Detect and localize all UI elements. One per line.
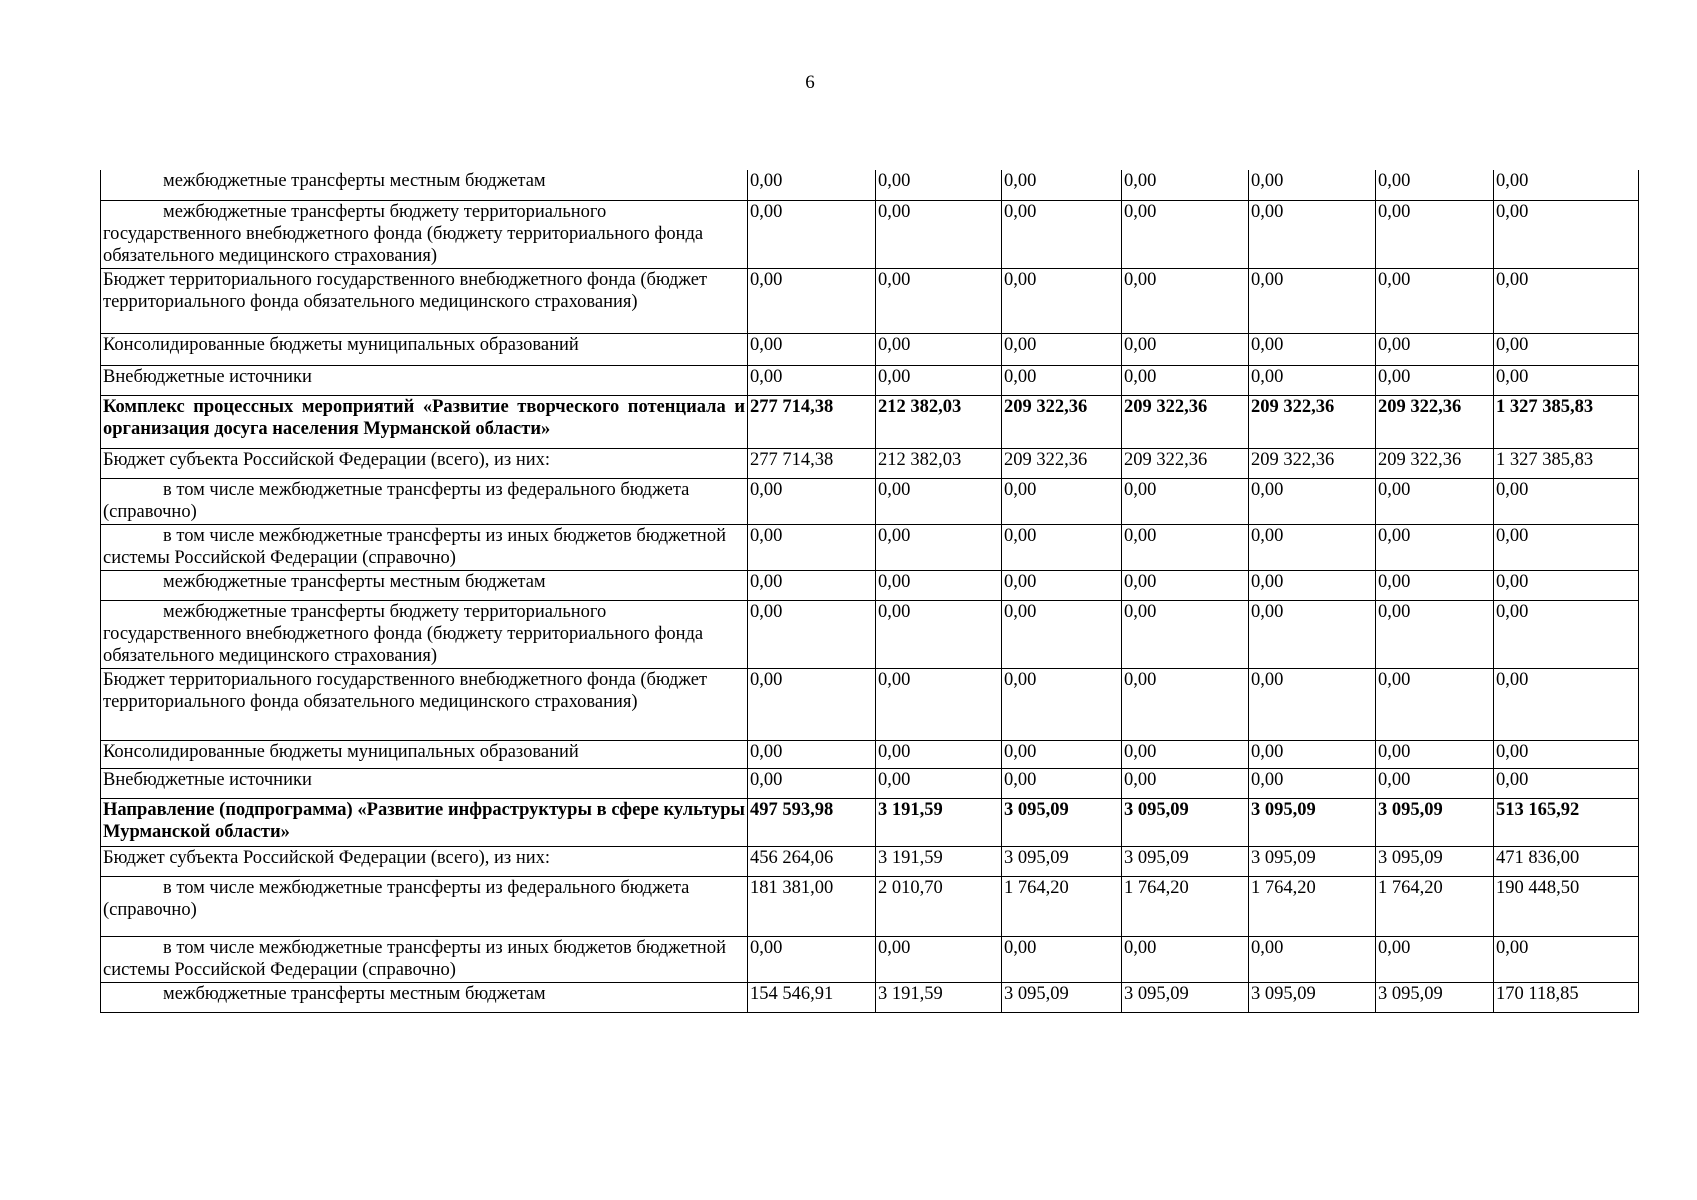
year-value-cell: 0,00 <box>1002 668 1122 740</box>
page-number: 6 <box>805 72 815 93</box>
year-value-cell: 0,00 <box>876 936 1002 982</box>
year-value-cell: 3 095,09 <box>1002 846 1122 876</box>
year-value-cell: 0,00 <box>1249 365 1376 395</box>
year-value-cell: 0,00 <box>876 478 1002 524</box>
year-value-cell: 0,00 <box>1249 170 1376 200</box>
year-value-cell: 3 095,09 <box>1376 798 1494 846</box>
year-value-cell: 0,00 <box>1249 268 1376 333</box>
year-value-cell: 0,00 <box>1249 570 1376 600</box>
year-value-cell: 209 322,36 <box>1376 395 1494 448</box>
year-value-cell: 0,00 <box>1122 478 1249 524</box>
year-value-cell: 3 095,09 <box>1376 982 1494 1012</box>
year-value-cell: 0,00 <box>748 268 876 333</box>
year-value-cell: 0,00 <box>1249 200 1376 268</box>
year-value-cell: 0,00 <box>748 478 876 524</box>
total-value-cell: 0,00 <box>1494 268 1639 333</box>
table-row <box>101 170 1639 200</box>
row-label: Внебюджетные источники <box>101 365 748 395</box>
table-row <box>101 268 1639 333</box>
year-value-cell: 0,00 <box>1002 170 1122 200</box>
row-label: Бюджет территориального государственного внебюджетного фонда (бюджет территориального фонда обязательного медицинского страхования) <box>101 668 748 740</box>
year-value-cell: 3 191,59 <box>876 846 1002 876</box>
year-value-cell: 0,00 <box>1002 600 1122 668</box>
total-value-cell: 1 327 385,83 <box>1494 395 1639 448</box>
year-value-cell: 0,00 <box>1376 740 1494 768</box>
year-value-cell: 212 382,03 <box>876 448 1002 478</box>
budget-table-body <box>101 170 1639 1012</box>
year-value-cell: 1 764,20 <box>1002 876 1122 936</box>
total-value-cell: 170 118,85 <box>1494 982 1639 1012</box>
year-value-cell: 0,00 <box>876 668 1002 740</box>
total-value-cell: 471 836,00 <box>1494 846 1639 876</box>
year-value-cell: 0,00 <box>876 740 1002 768</box>
year-value-cell: 0,00 <box>1002 333 1122 365</box>
total-value-cell: 0,00 <box>1494 170 1639 200</box>
year-value-cell: 0,00 <box>748 524 876 570</box>
total-value-cell: 0,00 <box>1494 524 1639 570</box>
year-value-cell: 212 382,03 <box>876 395 1002 448</box>
year-value-cell: 0,00 <box>748 668 876 740</box>
year-value-cell: 181 381,00 <box>748 876 876 936</box>
table-row <box>101 478 1639 524</box>
row-label: межбюджетные трансферты местным бюджетам <box>101 982 748 1012</box>
row-label: в том числе межбюджетные трансферты из иных бюджетов бюджетной системы Российской Федерации (справочно) <box>101 936 748 982</box>
year-value-cell: 3 095,09 <box>1002 982 1122 1012</box>
year-value-cell: 0,00 <box>1002 768 1122 798</box>
total-value-cell: 0,00 <box>1494 936 1639 982</box>
year-value-cell: 3 095,09 <box>1002 798 1122 846</box>
year-value-cell: 0,00 <box>1002 936 1122 982</box>
table-row <box>101 600 1639 668</box>
table-row <box>101 365 1639 395</box>
year-value-cell: 3 095,09 <box>1376 846 1494 876</box>
year-value-cell: 0,00 <box>748 333 876 365</box>
total-value-cell: 0,00 <box>1494 365 1639 395</box>
year-value-cell: 0,00 <box>1002 740 1122 768</box>
row-label: Консолидированные бюджеты муниципальных образований <box>101 740 748 768</box>
year-value-cell: 0,00 <box>1376 200 1494 268</box>
year-value-cell: 0,00 <box>1002 365 1122 395</box>
year-value-cell: 0,00 <box>748 740 876 768</box>
table-row <box>101 668 1639 740</box>
total-value-cell: 0,00 <box>1494 200 1639 268</box>
total-value-cell: 0,00 <box>1494 740 1639 768</box>
row-label: межбюджетные трансферты бюджету территориального государственного внебюджетного фонда (бюджету территориального фонда обязательного медицинского страхования) <box>101 200 748 268</box>
year-value-cell: 209 322,36 <box>1122 448 1249 478</box>
year-value-cell: 0,00 <box>1122 768 1249 798</box>
year-value-cell: 0,00 <box>876 768 1002 798</box>
year-value-cell: 277 714,38 <box>748 448 876 478</box>
year-value-cell: 0,00 <box>1122 200 1249 268</box>
year-value-cell: 0,00 <box>1002 200 1122 268</box>
year-value-cell: 3 095,09 <box>1122 798 1249 846</box>
year-value-cell: 277 714,38 <box>748 395 876 448</box>
year-value-cell: 0,00 <box>1122 600 1249 668</box>
table-row <box>101 200 1639 268</box>
total-value-cell: 0,00 <box>1494 478 1639 524</box>
year-value-cell: 0,00 <box>748 200 876 268</box>
row-label: Бюджет территориального государственного внебюджетного фонда (бюджет территориального фонда обязательного медицинского страхования) <box>101 268 748 333</box>
year-value-cell: 0,00 <box>1376 668 1494 740</box>
year-value-cell: 0,00 <box>1249 740 1376 768</box>
year-value-cell: 0,00 <box>1376 170 1494 200</box>
year-value-cell: 0,00 <box>1122 570 1249 600</box>
year-value-cell: 154 546,91 <box>748 982 876 1012</box>
year-value-cell: 209 322,36 <box>1376 448 1494 478</box>
year-value-cell: 0,00 <box>1002 524 1122 570</box>
year-value-cell: 0,00 <box>1122 365 1249 395</box>
year-value-cell: 0,00 <box>1376 570 1494 600</box>
table-row <box>101 936 1639 982</box>
table-row <box>101 982 1639 1012</box>
year-value-cell: 209 322,36 <box>1249 448 1376 478</box>
year-value-cell: 0,00 <box>876 200 1002 268</box>
row-label: в том числе межбюджетные трансферты из федерального бюджета (справочно) <box>101 478 748 524</box>
year-value-cell: 0,00 <box>748 600 876 668</box>
total-value-cell: 513 165,92 <box>1494 798 1639 846</box>
year-value-cell: 0,00 <box>1002 268 1122 333</box>
table-row <box>101 768 1639 798</box>
total-value-cell: 190 448,50 <box>1494 876 1639 936</box>
year-value-cell: 0,00 <box>1376 600 1494 668</box>
year-value-cell: 0,00 <box>1376 268 1494 333</box>
year-value-cell: 209 322,36 <box>1122 395 1249 448</box>
year-value-cell: 0,00 <box>1002 478 1122 524</box>
row-label: межбюджетные трансферты местным бюджетам <box>101 570 748 600</box>
total-value-cell: 0,00 <box>1494 600 1639 668</box>
year-value-cell: 3 095,09 <box>1249 798 1376 846</box>
year-value-cell: 0,00 <box>876 268 1002 333</box>
row-label: межбюджетные трансферты бюджету территориального государственного внебюджетного фонда (бюджету территориального фонда обязательного медицинского страхования) <box>101 600 748 668</box>
year-value-cell: 456 264,06 <box>748 846 876 876</box>
row-label: Комплекс процессных мероприятий «Развитие творческого потенциала и организация досуга населения Мурманской области» <box>101 395 748 448</box>
year-value-cell: 0,00 <box>1376 768 1494 798</box>
total-value-cell: 0,00 <box>1494 570 1639 600</box>
year-value-cell: 0,00 <box>1249 524 1376 570</box>
row-label: Бюджет субъекта Российской Федерации (всего), из них: <box>101 448 748 478</box>
row-label: Направление (подпрограмма) «Развитие инфраструктуры в сфере культуры Мурманской области» <box>101 798 748 846</box>
row-label: в том числе межбюджетные трансферты из федерального бюджета (справочно) <box>101 876 748 936</box>
row-label: Консолидированные бюджеты муниципальных образований <box>101 333 748 365</box>
year-value-cell: 0,00 <box>876 524 1002 570</box>
year-value-cell: 0,00 <box>748 170 876 200</box>
year-value-cell: 0,00 <box>1122 170 1249 200</box>
section-row <box>101 395 1639 448</box>
year-value-cell: 209 322,36 <box>1002 448 1122 478</box>
table-row <box>101 333 1639 365</box>
row-label: Бюджет субъекта Российской Федерации (всего), из них: <box>101 846 748 876</box>
year-value-cell: 0,00 <box>1249 668 1376 740</box>
year-value-cell: 0,00 <box>876 365 1002 395</box>
year-value-cell: 0,00 <box>876 600 1002 668</box>
year-value-cell: 0,00 <box>1249 333 1376 365</box>
year-value-cell: 3 095,09 <box>1249 982 1376 1012</box>
table-row <box>101 740 1639 768</box>
table-row <box>101 524 1639 570</box>
year-value-cell: 0,00 <box>748 570 876 600</box>
year-value-cell: 0,00 <box>1122 668 1249 740</box>
year-value-cell: 0,00 <box>1249 600 1376 668</box>
year-value-cell: 0,00 <box>1376 365 1494 395</box>
year-value-cell: 1 764,20 <box>1249 876 1376 936</box>
year-value-cell: 1 764,20 <box>1122 876 1249 936</box>
table-row <box>101 846 1639 876</box>
year-value-cell: 0,00 <box>748 365 876 395</box>
year-value-cell: 2 010,70 <box>876 876 1002 936</box>
table-row <box>101 570 1639 600</box>
year-value-cell: 0,00 <box>748 936 876 982</box>
year-value-cell: 0,00 <box>1249 478 1376 524</box>
year-value-cell: 0,00 <box>1376 478 1494 524</box>
year-value-cell: 209 322,36 <box>1249 395 1376 448</box>
year-value-cell: 3 095,09 <box>1249 846 1376 876</box>
total-value-cell: 0,00 <box>1494 333 1639 365</box>
year-value-cell: 3 095,09 <box>1122 982 1249 1012</box>
year-value-cell: 0,00 <box>1002 570 1122 600</box>
year-value-cell: 0,00 <box>1376 333 1494 365</box>
year-value-cell: 0,00 <box>1122 268 1249 333</box>
year-value-cell: 0,00 <box>1249 936 1376 982</box>
year-value-cell: 3 095,09 <box>1122 846 1249 876</box>
row-label: в том числе межбюджетные трансферты из иных бюджетов бюджетной системы Российской Федерации (справочно) <box>101 524 748 570</box>
year-value-cell: 0,00 <box>1122 740 1249 768</box>
section-row <box>101 798 1639 846</box>
year-value-cell: 0,00 <box>876 170 1002 200</box>
budget-table <box>100 170 1639 1013</box>
total-value-cell: 0,00 <box>1494 768 1639 798</box>
year-value-cell: 497 593,98 <box>748 798 876 846</box>
year-value-cell: 0,00 <box>1249 768 1376 798</box>
year-value-cell: 3 191,59 <box>876 798 1002 846</box>
year-value-cell: 0,00 <box>1376 936 1494 982</box>
row-label: межбюджетные трансферты местным бюджетам <box>101 170 748 200</box>
year-value-cell: 0,00 <box>1376 524 1494 570</box>
year-value-cell: 3 191,59 <box>876 982 1002 1012</box>
row-label: Внебюджетные источники <box>101 768 748 798</box>
total-value-cell: 0,00 <box>1494 668 1639 740</box>
year-value-cell: 0,00 <box>876 570 1002 600</box>
total-value-cell: 1 327 385,83 <box>1494 448 1639 478</box>
year-value-cell: 0,00 <box>1122 524 1249 570</box>
year-value-cell: 0,00 <box>876 333 1002 365</box>
year-value-cell: 0,00 <box>748 768 876 798</box>
year-value-cell: 1 764,20 <box>1376 876 1494 936</box>
year-value-cell: 209 322,36 <box>1002 395 1122 448</box>
year-value-cell: 0,00 <box>1122 333 1249 365</box>
year-value-cell: 0,00 <box>1122 936 1249 982</box>
table-row <box>101 448 1639 478</box>
table-row <box>101 876 1639 936</box>
